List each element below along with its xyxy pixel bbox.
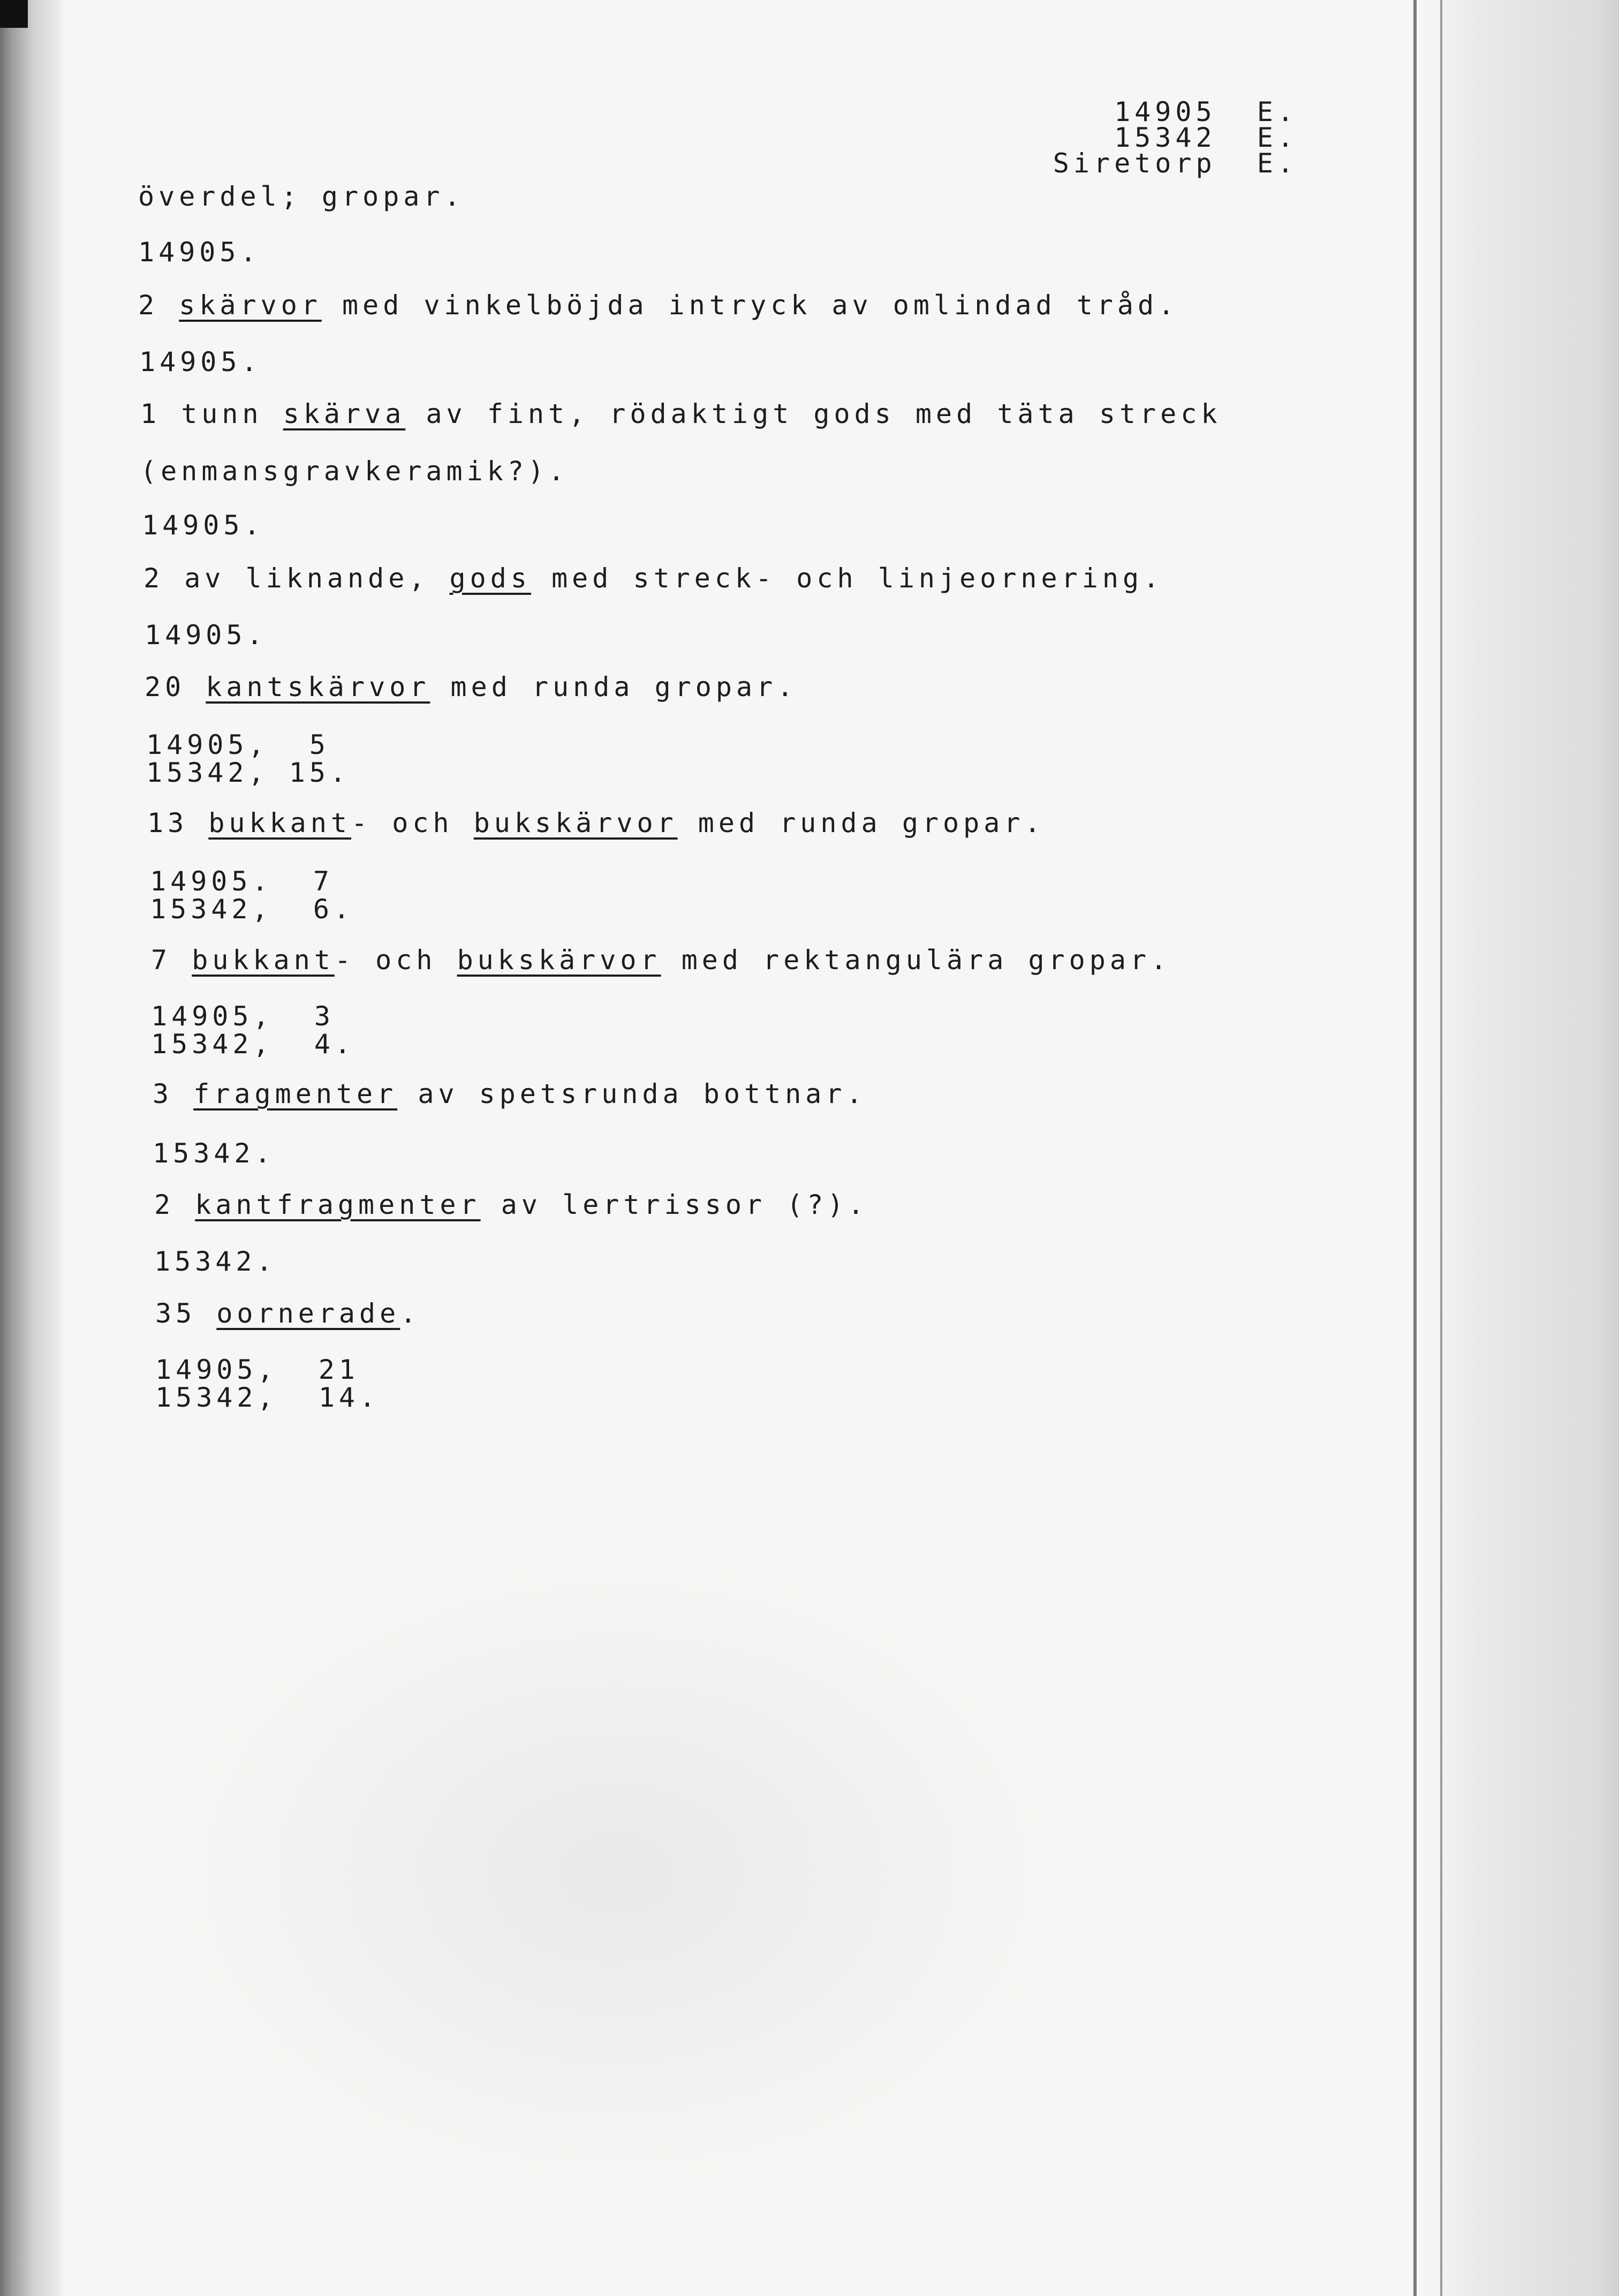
underlined-term: oornerade bbox=[216, 1298, 400, 1329]
text-run: med vinkelböjda intryck av omlindad tråd. bbox=[321, 290, 1179, 321]
text-run: med streck- och linjeornering. bbox=[531, 563, 1164, 594]
text-run: med runda gropar. bbox=[430, 671, 798, 703]
catalog-number-block bbox=[145, 621, 267, 649]
description-line bbox=[145, 671, 798, 703]
catalog-number-block bbox=[154, 1248, 277, 1275]
text-run: 3 bbox=[153, 1078, 194, 1109]
text-run: 13 bbox=[147, 807, 209, 839]
description-line bbox=[138, 292, 1178, 319]
catalog-number-block bbox=[138, 238, 261, 266]
catalog-number: 15342. bbox=[154, 1246, 277, 1277]
catalog-number: 14905. bbox=[138, 237, 261, 268]
catalog-number: 15342. bbox=[153, 1138, 275, 1169]
underlined-term: kantskärvor bbox=[206, 671, 430, 703]
text-run: av lertrissor (?). bbox=[480, 1189, 868, 1220]
text-run: 35 bbox=[155, 1298, 217, 1329]
text-run: . bbox=[400, 1298, 421, 1329]
underlined-term: bukkant bbox=[192, 945, 335, 976]
catalog-number: 15342, 4. bbox=[151, 1029, 355, 1060]
catalog-number-block bbox=[151, 1002, 355, 1058]
catalog-number: 14905. 7 bbox=[150, 866, 334, 897]
underlined-term: gods bbox=[449, 563, 531, 594]
text-run: av fint, rödaktigt gods med täta streck bbox=[405, 398, 1222, 429]
catalog-number: 15342, 14. bbox=[155, 1382, 380, 1413]
header-line: Siretorp E. bbox=[1053, 148, 1298, 179]
description-line bbox=[138, 183, 465, 210]
catalog-header bbox=[1053, 96, 1298, 179]
text-run: 2 bbox=[154, 1189, 195, 1220]
catalog-number: 15342, 6. bbox=[150, 894, 354, 925]
text-run: med rektangulära gropar. bbox=[661, 945, 1171, 976]
catalog-number-block bbox=[146, 731, 350, 787]
catalog-number-block bbox=[142, 511, 264, 539]
underlined-term: skärvor bbox=[179, 290, 322, 321]
catalog-number: 14905, 21 bbox=[155, 1354, 360, 1385]
catalog-number-block bbox=[139, 348, 262, 376]
description-line bbox=[140, 458, 569, 485]
text-run: 2 av liknande, bbox=[143, 563, 450, 594]
underlined-term: kantfragmenter bbox=[195, 1189, 481, 1220]
text-run: 7 bbox=[151, 945, 192, 976]
underlined-term: bukkant bbox=[208, 807, 352, 839]
text-run: 1 tunn bbox=[140, 398, 283, 429]
text-run: 20 bbox=[145, 671, 206, 703]
description-line bbox=[155, 1300, 420, 1327]
text-run: (enmansgravkeramik?). bbox=[140, 456, 569, 487]
text-run: - och bbox=[351, 807, 474, 839]
underlined-term: bukskärvor bbox=[457, 945, 661, 976]
text-run: - och bbox=[334, 945, 457, 976]
catalog-number: 14905. bbox=[139, 346, 262, 377]
catalog-number-block bbox=[155, 1356, 380, 1411]
text-run: 2 bbox=[138, 290, 179, 321]
catalog-number-block bbox=[153, 1139, 275, 1167]
underlined-term: fragmenter bbox=[193, 1078, 398, 1109]
catalog-number: 15342, 15. bbox=[146, 757, 351, 788]
header-line: 14905 E. bbox=[1114, 96, 1298, 127]
text-run: med runda gropar. bbox=[677, 807, 1045, 839]
catalog-number: 14905. bbox=[145, 620, 267, 651]
description-line bbox=[153, 1078, 867, 1109]
description-line bbox=[143, 565, 1163, 592]
underlined-term: bukskärvor bbox=[473, 807, 678, 839]
text-run: av spetsrunda bottnar. bbox=[397, 1078, 867, 1109]
catalog-number: 14905, 3 bbox=[151, 1001, 335, 1032]
underlined-term: skärva bbox=[283, 398, 406, 429]
text-run: överdel; gropar. bbox=[138, 181, 465, 212]
description-line bbox=[151, 945, 1171, 976]
catalog-number-block bbox=[150, 867, 354, 923]
catalog-number: 14905, 5 bbox=[146, 729, 330, 760]
header-line: 15342 E. bbox=[1114, 122, 1298, 153]
catalog-number: 14905. bbox=[142, 510, 264, 541]
description-line bbox=[147, 807, 1045, 839]
description-line bbox=[140, 398, 1222, 429]
description-line bbox=[154, 1191, 868, 1218]
